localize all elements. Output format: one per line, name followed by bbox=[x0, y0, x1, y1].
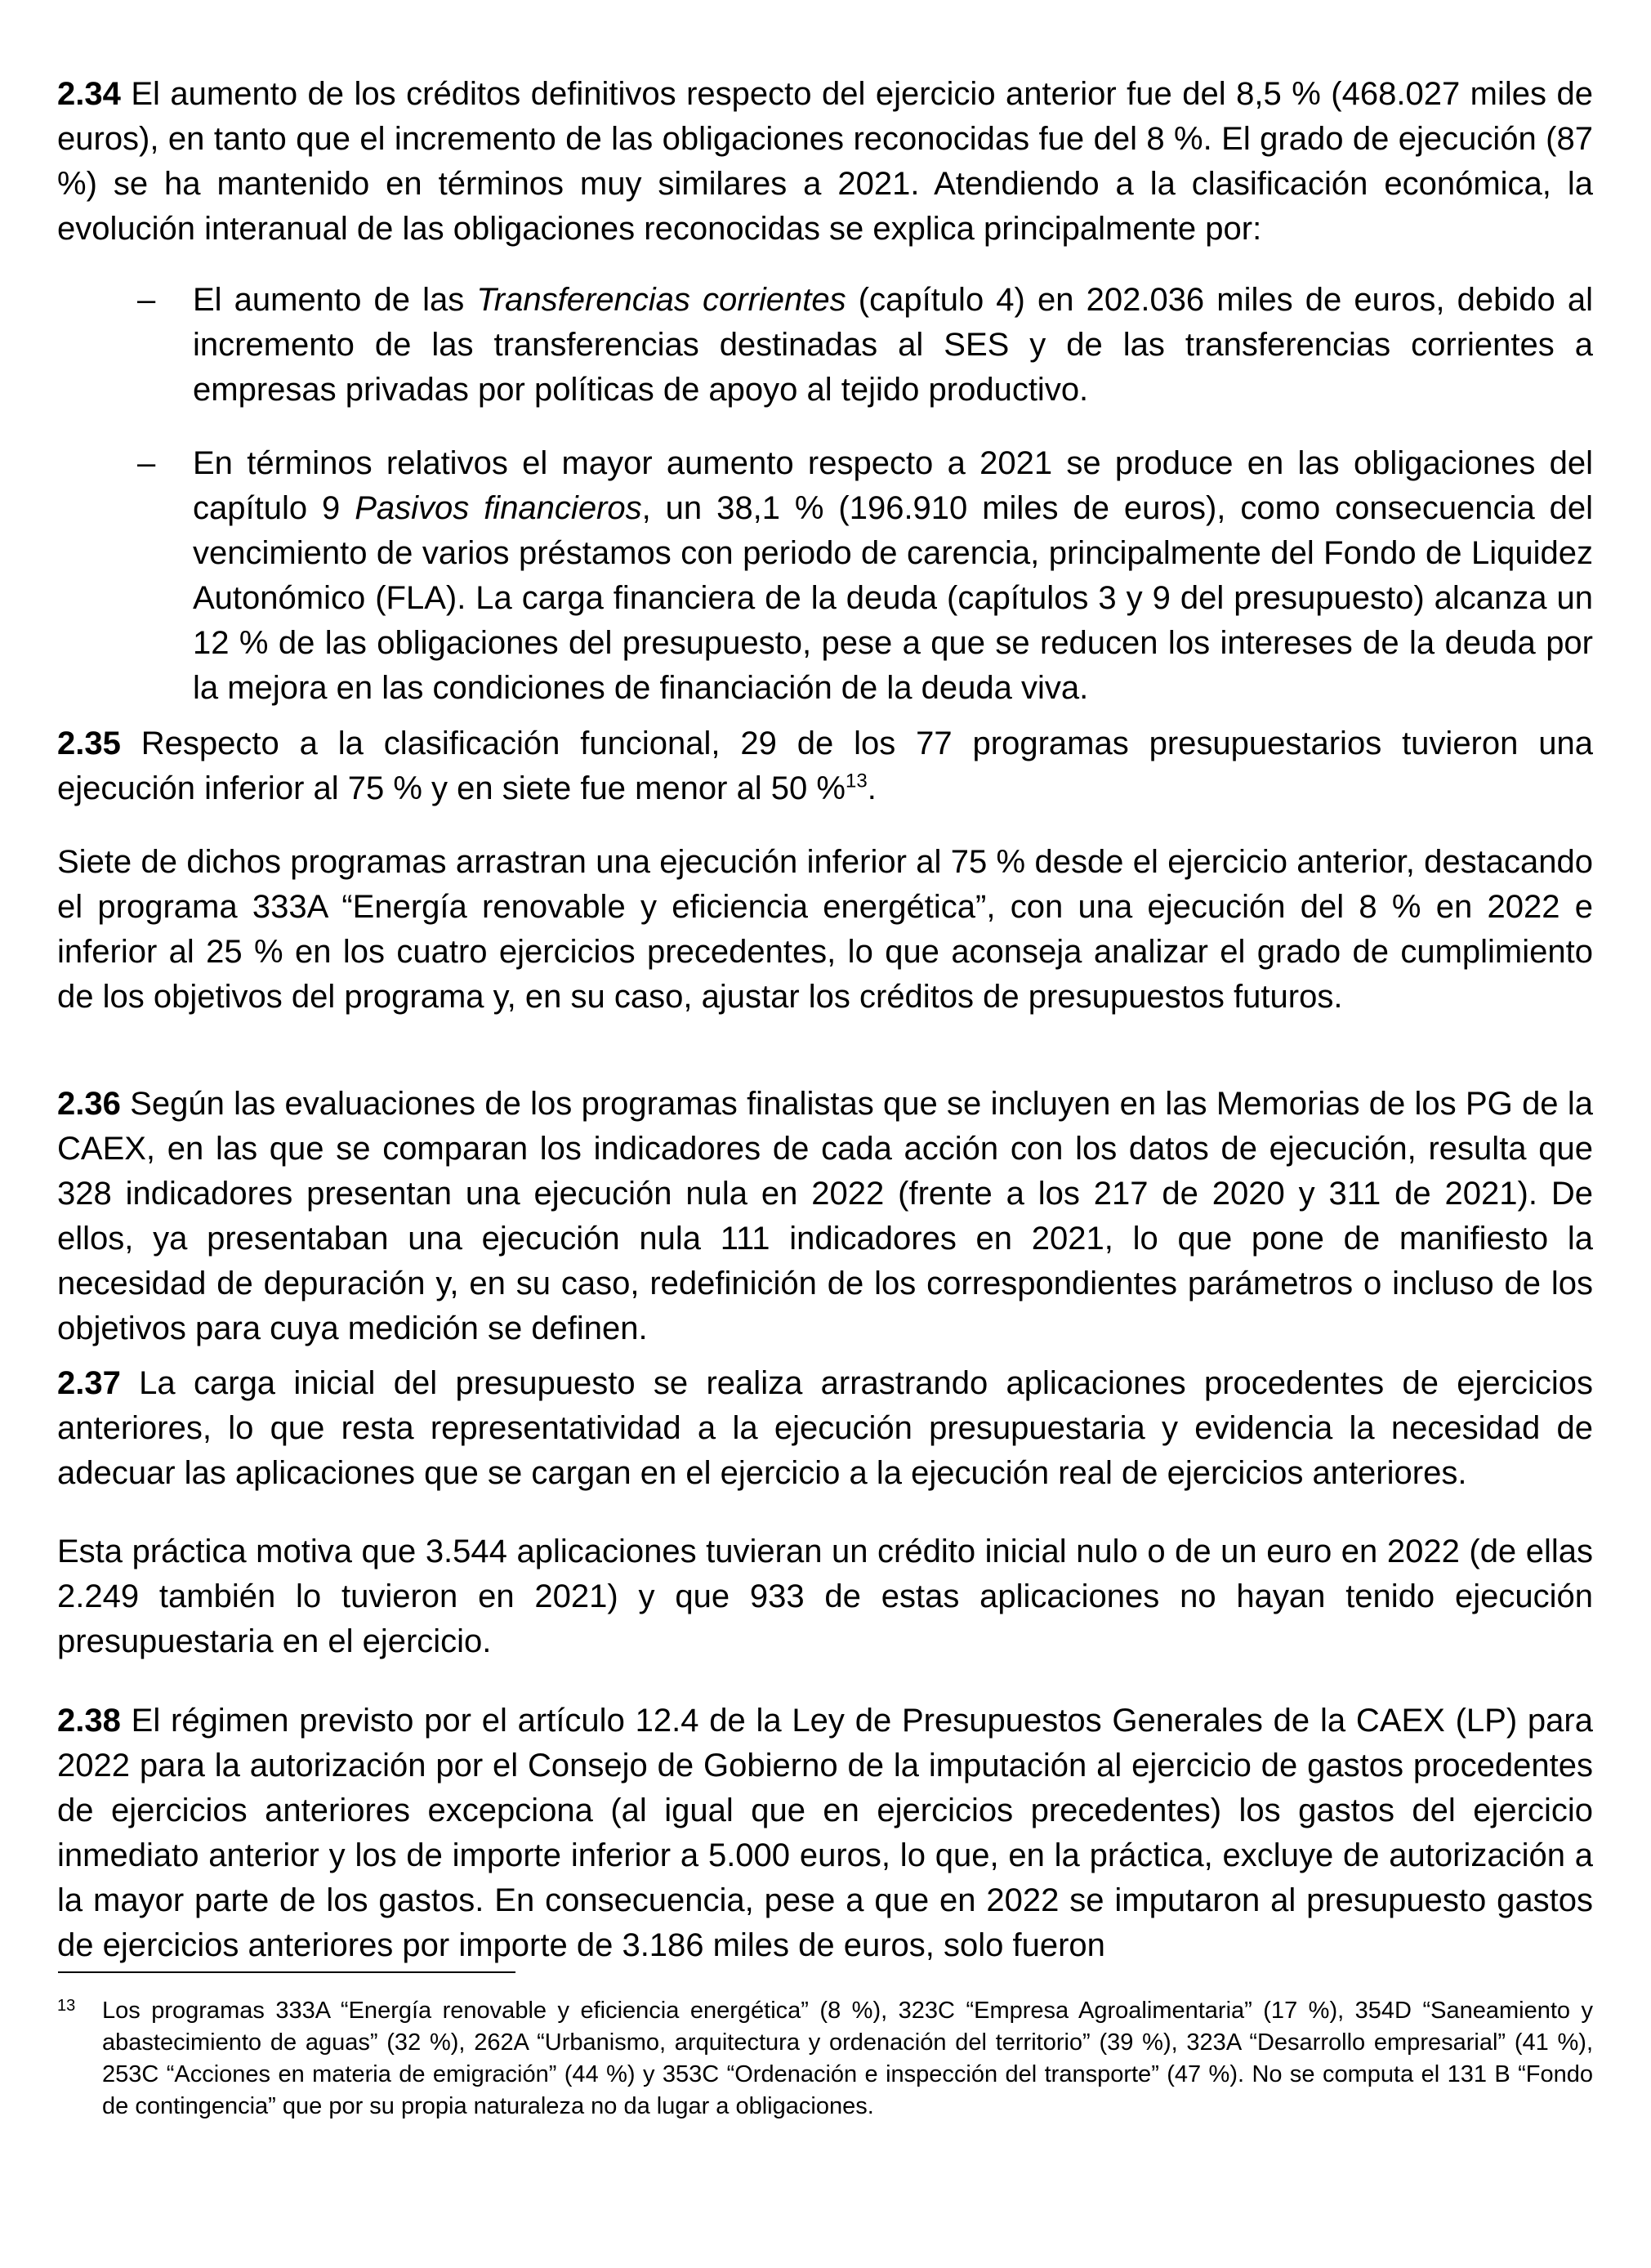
footnote bbox=[57, 1995, 1593, 2123]
bullet-italic-term: Transferencias corrientes bbox=[476, 282, 846, 318]
paragraph-siete: Siete de dichos programas arrastran una ejecución inferior al 75 % desde el ejercicio anterior, destacando el programa 333A “Energía renovable y eficiencia energética”, con una ejecución del 8 % en 2022 e inferior al 25 % en los cuatro ejercicios precedentes, lo que aconseja analizar el grado de cumplimiento de los objetivos del programa y, en su caso, ajustar los créditos de presupuestos futuros. bbox=[57, 844, 1593, 1015]
paragraph-2-38 bbox=[57, 1699, 1593, 1968]
paragraph-2-36 bbox=[57, 1082, 1593, 1351]
paragraph-text: . bbox=[867, 770, 877, 806]
footnote-reference[interactable]: 13 bbox=[845, 770, 868, 792]
paragraph-2-34 bbox=[57, 72, 1593, 252]
paragraph-number: 2.35 bbox=[57, 725, 121, 761]
bullet-item bbox=[57, 278, 1593, 413]
footnote-separator bbox=[58, 1971, 515, 1973]
paragraph-2-37 bbox=[57, 1361, 1593, 1496]
bullet-text: En términos relativos el mayor aumento respecto a 2021 se produce en las obligaciones del capítulo 9 bbox=[193, 445, 1593, 526]
footnote-text: Los programas 333A “Energía renovable y eficiencia energética” (8 %), 323C “Empresa Agroalimentaria” (17 %), 354D “Saneamiento y abastecimiento de aguas” (32 %), 262A “Urbanismo, arquitectura y ordenación del territorio” (39 %), 323A “Desarrollo empresarial” (41 %), 253C “Acciones en materia de emigración” (44 %) y 353C “Ordenación e inspección del transporte” (47 %). No se computa el 131 B “Fondo de contingencia” que por su propia naturaleza no da lugar a obligaciones. bbox=[102, 1998, 1593, 2119]
paragraph-text: El régimen previsto por el artículo 12.4 de la Ley de Presupuestos Generales de la CAEX (LP) para 2022 para la autorización por el Consejo de Gobierno de la imputación al ejercicio de gastos procedentes de ejercicios anteriores excepciona (al igual que en ejercicios precedentes) los gastos del ejercicio inmediato anterior y los de importe inferior a 5.000 euros, lo que, en la práctica, excluye de autorización a la mayor parte de los gastos. En consecuencia, pese a que en 2022 se imputaron al presupuesto gastos de ejercicios anteriores por importe de 3.186 miles de euros, solo fueron bbox=[57, 1703, 1593, 1963]
paragraph-number: 2.34 bbox=[57, 76, 121, 112]
paragraph-text: Según las evaluaciones de los programas finalistas que se incluyen en las Memorias de los PG de la CAEX, en las que se comparan los indicadores de cada acción con los datos de ejecución, resulta que 328 indicadores presentan una ejecución nula en 2022 (frente a los 217 de 2020 y 311 de 2021). De ellos, ya presentaban una ejecución nula 111 indicadores en 2021, lo que pone de manifiesto la necesidad de depuración y, en su caso, redefinición de los correspondientes parámetros o incluso de los objetivos para cuya medición se definen. bbox=[57, 1086, 1593, 1346]
bullet-italic-term: Pasivos financieros bbox=[355, 490, 642, 526]
paragraph-text: Respecto a la clasificación funcional, 29 de los 77 programas presupuestarios tuvieron una ejecución inferior al 75 % y en siete fue menor al 50 % bbox=[57, 725, 1593, 806]
paragraph-number: 2.38 bbox=[57, 1703, 121, 1739]
paragraph-number: 2.37 bbox=[57, 1365, 121, 1401]
paragraph-text: El aumento de los créditos definitivos respecto del ejercicio anterior fue del 8,5 % (468.027 miles de euros), en tanto que el incremento de las obligaciones reconocidas fue del 8 %. El grado de ejecución (87 %) se ha mantenido en términos muy similares a 2021. Atendiendo a la clasificación económica, la evolución interanual de las obligaciones reconocidas se explica principalmente por: bbox=[57, 76, 1593, 247]
bullet-text: (capítulo 4) en 202.036 miles de euros, debido al incremento de las transferencias destinadas al SES y de las transferencias corrientes a empresas privadas por políticas de apoyo al tejido productivo. bbox=[193, 282, 1594, 408]
paragraph-text: La carga inicial del presupuesto se realiza arrastrando aplicaciones procedentes de ejercicios anteriores, lo que resta representatividad a la ejecución presupuestaria y evidencia la necesidad de adecuar las aplicaciones que se cargan en el ejercicio a la ejecución real de ejercicios anteriores. bbox=[57, 1365, 1593, 1491]
bullet-text: El aumento de las bbox=[193, 282, 477, 318]
footnote-number: 13 bbox=[57, 1997, 76, 2015]
bullet-item bbox=[57, 441, 1593, 711]
paragraph-2-35 bbox=[57, 721, 1593, 811]
bullet-text: , un 38,1 % (196.910 miles de euros), como consecuencia del vencimiento de varios préstamos con periodo de carencia, principalmente del Fondo de Liquidez Autonómico (FLA). La carga financiera de la deuda (capítulos 3 y 9 del presupuesto) alcanza un 12 % de las obligaciones del presupuesto, pese a que se reducen los intereses de la deuda por la mejora en las condiciones de financiación de la deuda viva. bbox=[193, 490, 1593, 706]
paragraph-number: 2.36 bbox=[57, 1086, 121, 1122]
dash-bullet-icon: – bbox=[137, 445, 156, 481]
paragraph-esta: Esta práctica motiva que 3.544 aplicaciones tuvieran un crédito inicial nulo o de un euro en 2022 (de ellas 2.249 también lo tuvieron en 2021) y que 933 de estas aplicaciones no hayan tenido ejecución presupuestaria en el ejercicio. bbox=[57, 1534, 1593, 1659]
dash-bullet-icon: – bbox=[137, 282, 156, 318]
